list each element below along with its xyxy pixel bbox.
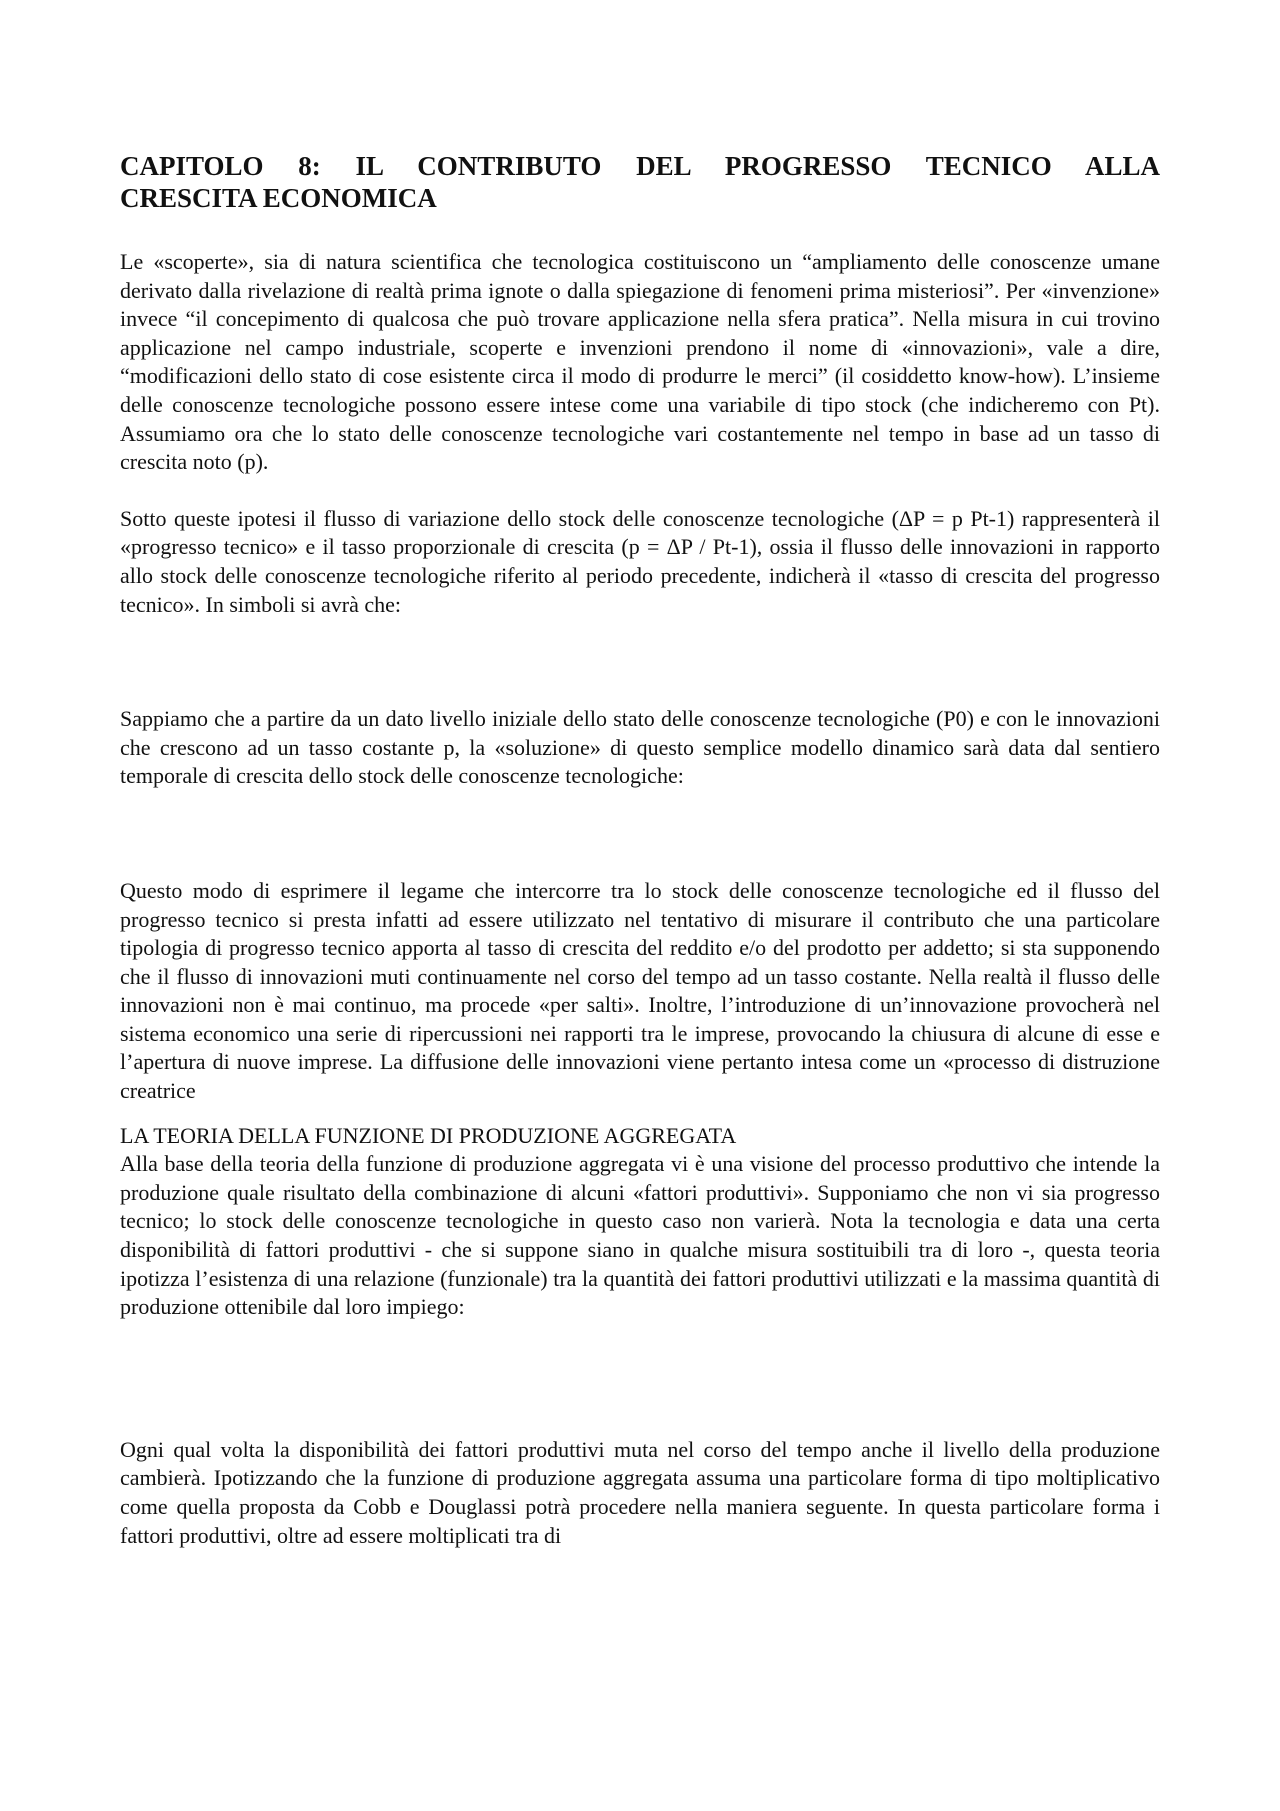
- formula-placeholder: [120, 791, 1160, 877]
- formula-placeholder: [120, 619, 1160, 705]
- chapter-title: [120, 150, 1160, 214]
- section-heading: LA TEORIA DELLA FUNZIONE DI PRODUZIONE AGGREGATA: [120, 1122, 737, 1148]
- paragraph-cobb-douglas: Ogni qual volta la disponibilità dei fattori produttivi muta nel corso del tempo anche il livello della produzione cambierà. Ipotizzando che la funzione di produzione aggregata assuma una particolare forma di tipo moltiplicativo come quella proposta da Cobb e Douglassi potrà procedere nella maniera seguente. In questa particolare forma i fattori produttivi, oltre ad essere moltiplicati tra di: [120, 1436, 1160, 1548]
- chapter-title-line-2: CRESCITA ECONOMICA: [120, 183, 437, 213]
- paragraph-progresso-tecnico: Sotto queste ipotesi il flusso di variazione dello stock delle conoscenze tecnologiche (ΔP = p Pt-1) rappresenterà il «progresso tecnico» e il tasso proporzionale di crescita (p = ΔP / Pt-1), ossia il flusso delle innovazioni in rapporto allo stock delle conoscenze tecnologiche riferito al periodo precedente, indicherà il «tasso di crescita del progresso tecnico». In simboli si avrà che:: [120, 505, 1160, 617]
- formula-placeholder: [120, 1322, 1160, 1436]
- document-page: [120, 150, 1160, 1550]
- paragraph-soluzione: Sappiamo che a partire da un dato livello iniziale dello stato delle conoscenze tecnologiche (P0) e con le innovazioni che crescono ad un tasso costante p, la «soluzione» di questo semplice modello dinamico sarà data dal sentiero temporale di crescita dello stock delle conoscenze tecnologiche:: [120, 706, 1160, 789]
- paragraph-funzione-produzione: Alla base della teoria della funzione di produzione aggregata vi è una visione del processo produttivo che intende la produzione quale risultato della combinazione di alcuni «fattori produttivi». Supponiamo che non vi sia progresso tecnico; lo stock delle conoscenze tecnologiche in questo caso non varierà. Nota la tecnologia e data una certa disponibilità di fattori produttivi - che si suppone siano in qualche misura sostituibili tra di loro -, questa teoria ipotizza l’esistenza di una relazione (funzionale) tra la quantità dei fattori produttivi utilizzati e la massima quantità di produzione ottenibile dal loro impiego:: [120, 1151, 1160, 1320]
- paragraph-scoperte: Le «scoperte», sia di natura scientifica che tecnologica costituiscono un “ampliamento delle conoscenze umane derivato dalla rivelazione di realtà prima ignote o dalla spiegazione di fenomeni prima misteriosi”. Per «invenzione» invece “il concepimento di qualcosa che può trovare applicazione nella sfera pratica”. Nella misura in cui trovino applicazione nel campo industriale, scoperte e invenzioni prendono il nome di «innovazioni», vale a dire, “modificazioni dello stato di cose esistente circa il modo di produrre le merci” (il cosiddetto know-how). L’insieme delle conoscenze tecnologiche possono essere intese come una variabile di tipo stock (che indicheremo con Pt). Assumiamo ora che lo stato delle conoscenze tecnologiche vari costantemente nel tempo in base ad un tasso di crescita noto (p).: [120, 249, 1160, 475]
- paragraph-legame: Questo modo di esprimere il legame che intercorre tra lo stock delle conoscenze tecnologiche ed il flusso del progresso tecnico si presta infatti ad essere utilizzato nel tentativo di misurare il contributo che una particolare tipologia di progresso tecnico apporta al tasso di crescita del reddito e/o del prodotto per addetto; si sta supponendo che il flusso di innovazioni muti continuamente nel corso del tempo ad un tasso costante. Nella realtà il flusso delle innovazioni non è mai continuo, ma procede «per salti». Inoltre, l’introduzione di un’innovazione provocherà nel sistema economico una serie di ripercussioni nei rapporti tra le imprese, provocando la chiusura di alcune di esse e l’apertura di nuove imprese. La diffusione delle innovazioni viene pertanto intesa come un «processo di distruzione creatrice: [120, 877, 1160, 1104]
- chapter-title-line-1: CAPITOLO 8: IL CONTRIBUTO DEL PROGRESSO TECNICO ALLA: [120, 151, 1160, 181]
